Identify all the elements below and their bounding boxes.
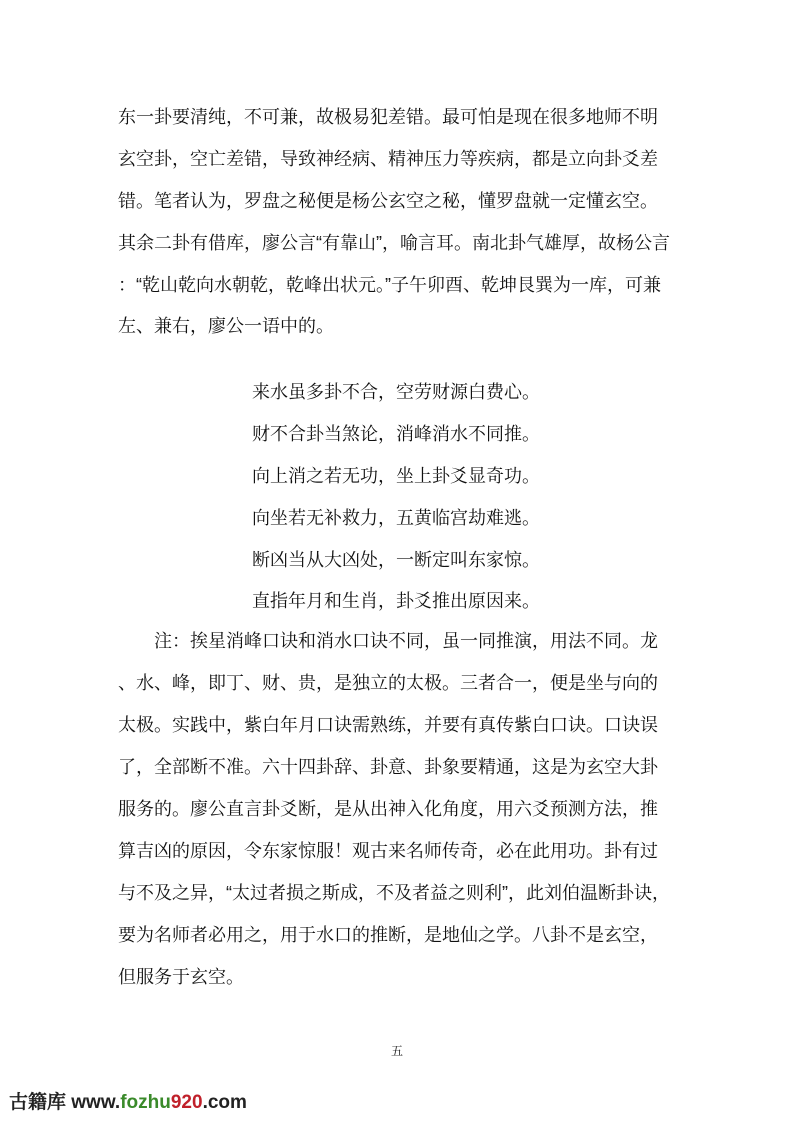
text-line: 但服务于玄空。 <box>118 967 244 987</box>
watermark <box>9 1087 247 1114</box>
page-number: 五 <box>391 1044 404 1058</box>
poem-line: 断凶当从大凶处，一断定叫东家惊。 <box>252 550 540 570</box>
text-line: 要为名师者必用之，用于水口的推断，是地仙之学。八卦不是玄空， <box>118 925 658 945</box>
poem-line: 财不合卦当煞论，消峰消水不同推。 <box>252 424 540 444</box>
poem-line: 直指年月和生肖，卦爻推出原因来。 <box>252 591 540 611</box>
watermark-red: 920 <box>170 1092 203 1113</box>
text-line: 其余二卦有借库，廖公言“有靠山”，喻言耳。南北卦气雄厚，故杨公言 <box>118 233 670 253</box>
text-line: 玄空卦，空亡差错，导致神经病、精神压力等疾病，都是立向卦爻差 <box>118 149 658 169</box>
text-line: 太极。实践中，紫白年月口诀需熟练，并要有真传紫白口诀。口诀误 <box>118 715 658 735</box>
text-line: 了，全部断不准。六十四卦辞、卦意、卦象要精通，这是为玄空大卦 <box>118 757 658 777</box>
watermark-suffix: .com <box>202 1092 247 1113</box>
text-line: 与不及之异，“太过者损之斯成，不及者益之则利”，此刘伯温断卦诀， <box>118 883 670 903</box>
text-line: 服务的。廖公直言卦爻断，是从出神入化角度，用六爻预测方法，推 <box>118 799 658 819</box>
text-line: 东一卦要清纯，不可兼，故极易犯差错。最可怕是现在很多地师不明 <box>118 107 658 127</box>
text-line: 注：挨星消峰口诀和消水口诀不同，虽一同推演，用法不同。龙 <box>154 631 658 651</box>
poem-line: 向上消之若无功，坐上卦爻显奇功。 <box>252 466 540 486</box>
text-line: ：“乾山乾向水朝乾，乾峰出状元。”子午卯酉、乾坤艮巽为一库，可兼 <box>118 275 661 295</box>
text-line: 算吉凶的原因，令东家惊服！观古来名师传奇，必在此用功。卦有过 <box>118 841 658 861</box>
text-line: 错。笔者认为，罗盘之秘便是杨公玄空之秘，懂罗盘就一定懂玄空。 <box>118 191 658 211</box>
text-line: 、水、峰，即丁、财、贵，是独立的太极。三者合一，便是坐与向的 <box>118 673 658 693</box>
text-line: 左、兼右，廖公一语中的。 <box>118 316 334 336</box>
poem-line: 来水虽多卦不合，空劳财源白费心。 <box>252 382 540 402</box>
watermark-green: fozhu <box>120 1092 171 1113</box>
watermark-prefix: 古籍库 www. <box>9 1092 121 1113</box>
poem-line: 向坐若无补救力，五黄临宫劫难逃。 <box>252 508 540 528</box>
